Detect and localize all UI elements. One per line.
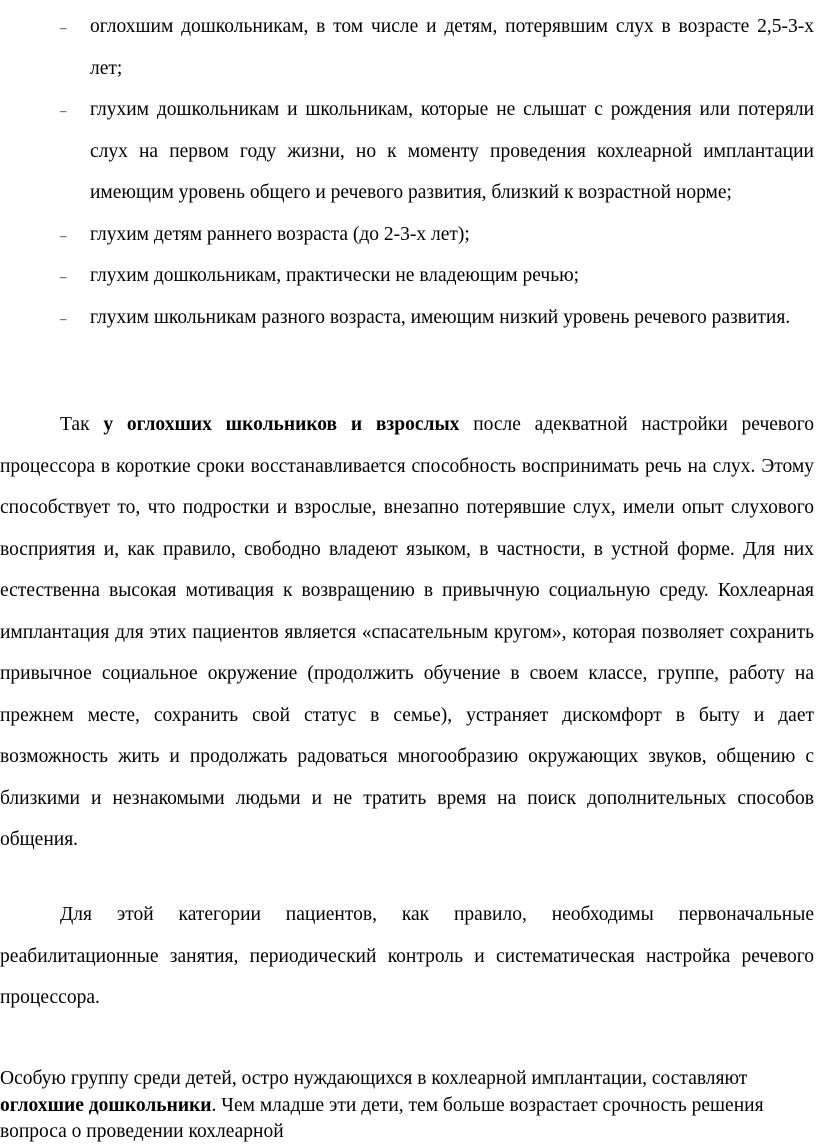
dash-bullet: –: [60, 103, 67, 118]
patient-groups-list: [0, 6, 816, 338]
list-item: [0, 255, 816, 297]
paragraph-lead: Особую группу среди детей, остро нуждающихся в кохлеарной имплантации, составляют: [0, 1068, 748, 1089]
list-item: [0, 297, 816, 339]
list-item: [0, 6, 816, 89]
paragraph-emphasis: у оглохших школьников и взрослых: [103, 414, 460, 435]
paragraph-emphasis: оглохшие дошкольники: [0, 1094, 212, 1116]
paragraph-body: . Чем младше эти дети, тем больше возрастает срочность решения вопроса о проведении кохлеарной: [0, 1094, 764, 1142]
paragraph-lead: Так: [60, 414, 104, 435]
list-item-text: глухим дошкольникам и школьникам, которые не слышат с рождения или потеряли слух на первом году жизни, но к моменту проведения кохлеарной имплантации имеющим уровень общего и речевого развития, близкий к возрастной норме;: [90, 99, 814, 203]
list-item-text: глухим детям раннего возраста (до 2-3-х лет);: [90, 223, 470, 245]
list-item-text: глухим дошкольникам, практически не владеющим речью;: [90, 265, 580, 286]
paragraph-rehabilitation: [0, 894, 814, 1019]
paragraph-deafened-adults: [0, 404, 814, 861]
paragraph-body: после адекватной настройки речевого процессора в короткие сроки восстанавливается способность воспринимать речь на слух. Этому способствует то, что подростки и взрослые, внезапно потерявшие слух, имели опыт слухового восприятия и, как правило, свободно владеют языком, в частности, в устной форме. Для них естественна высокая мотивация к возвращению в привычную социальную среду. Кохлеарная имплантация для этих пациентов является «спасательным кругом», которая позволяет сохранить привычное социальное окружение (продолжить обучение в своем классе, группе, работу на прежнем месте, сохранить свой статус в семье), устраняет дискомфорт в быту и дает возможность жить и продолжать радоваться многообразию окружающих звуков, общению с близкими и незнакомыми людьми и не тратить время на поиск дополнительных способов общения.: [0, 414, 815, 850]
list-item: [0, 214, 816, 256]
dash-bullet: –: [60, 20, 67, 35]
paragraph-body: Для этой категории пациентов, как правило, необходимы первоначальные реабилитационные занятия, периодический контроль и систематическая настройка речевого процессора.: [0, 904, 814, 1008]
paragraph-preschoolers: [0, 1066, 814, 1146]
dash-bullet: –: [60, 310, 67, 326]
list-item-text: оглохшим дошкольникам, в том числе и детям, потерявшим слух в возрасте 2,5-3-х лет;: [90, 16, 814, 79]
list-item: [0, 89, 816, 214]
dash-bullet: –: [60, 269, 67, 284]
dash-bullet: –: [60, 227, 67, 243]
list-item-text: глухим школьникам разного возраста, имеющим низкий уровень речевого развития.: [90, 306, 791, 328]
